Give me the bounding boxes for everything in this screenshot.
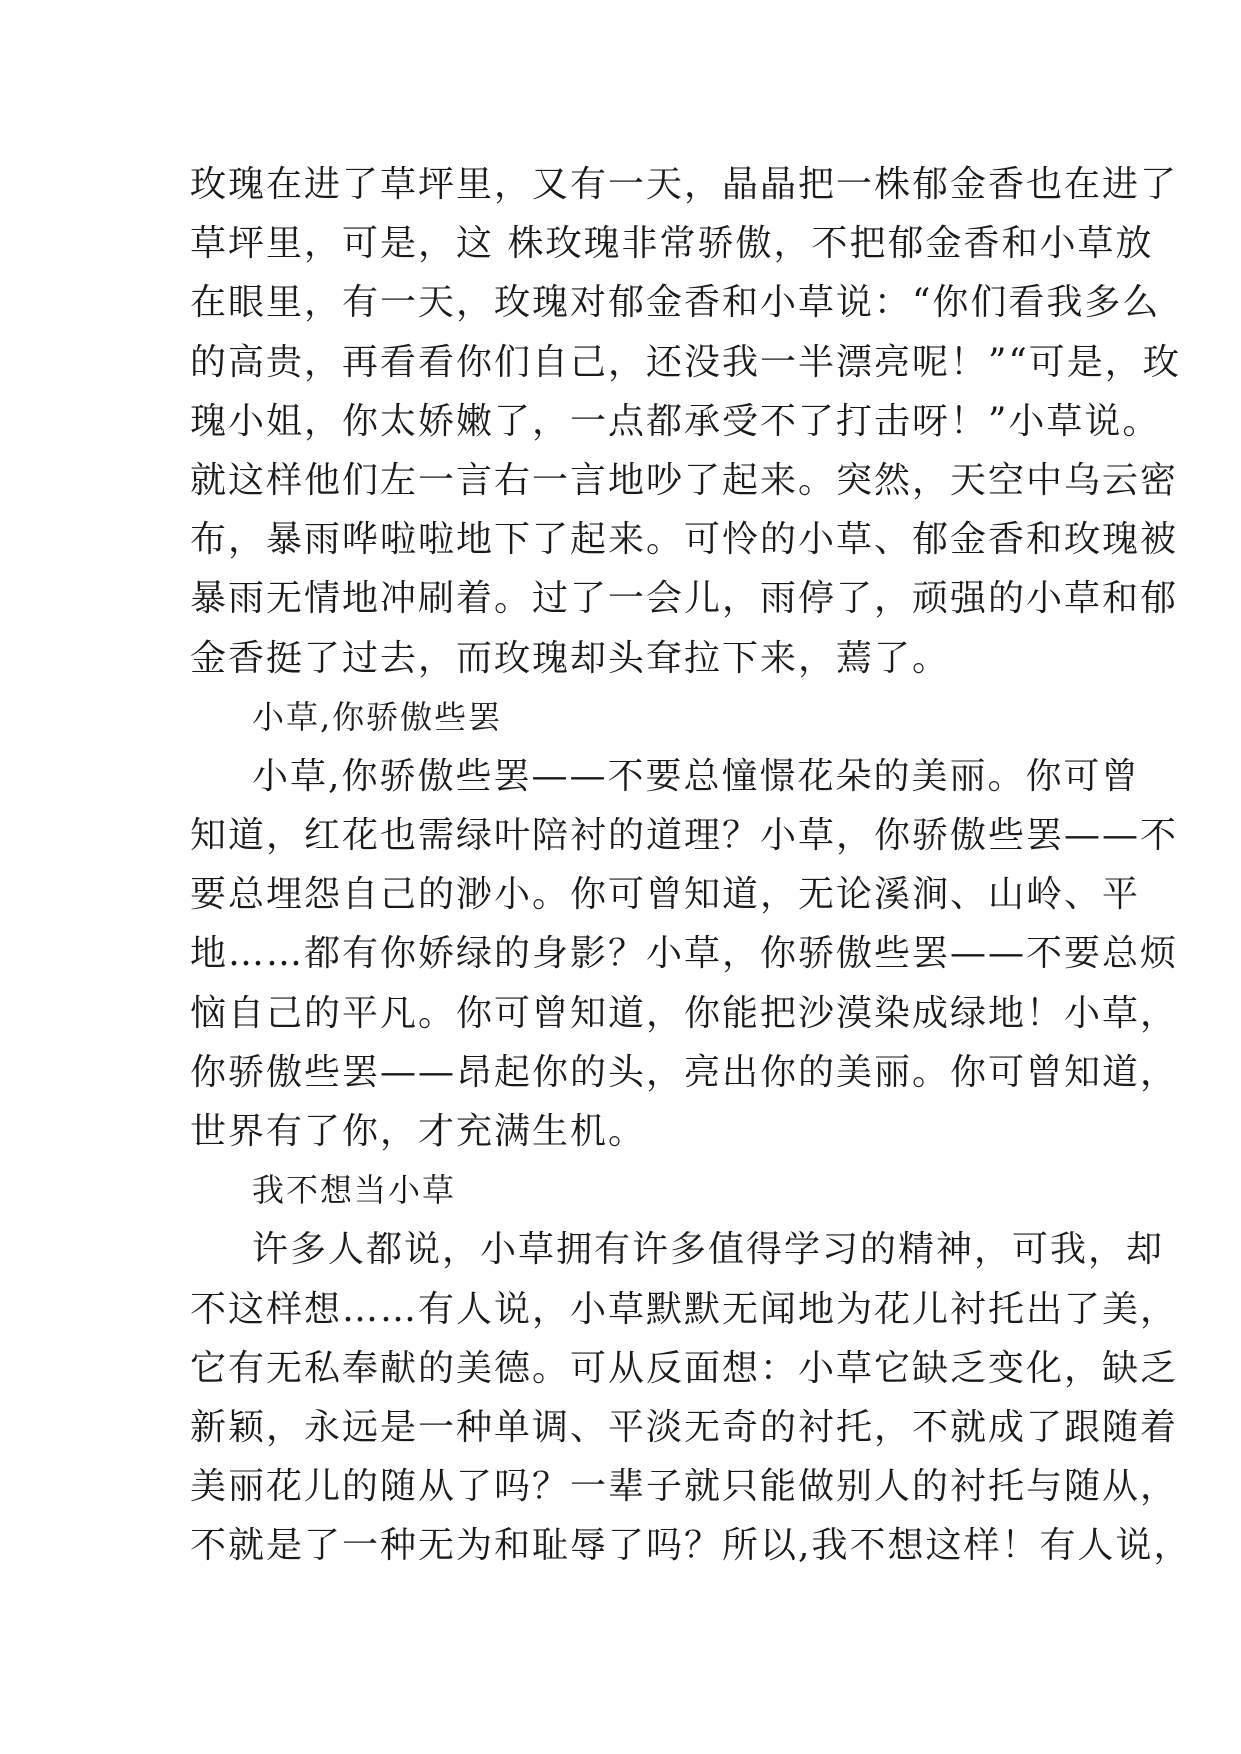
- text-line: 就这样他们左一言右一言地吵了起来。突然，天空中乌云密: [190, 459, 1179, 501]
- text-line: 布，暴雨哗啦啦地下了起来。可怜的小草、郁金香和玫瑰被: [190, 519, 1179, 561]
- text-line: 你骄傲些罢——昂起你的头，亮出你的美丽。你可曾知道，: [190, 1051, 1179, 1093]
- text-line: 暴雨无情地冲刷着。过了一会儿，雨停了，顽强的小草和郁: [190, 578, 1179, 620]
- section-heading: 小草,你骄傲些罢: [252, 697, 503, 736]
- text-line: 在眼里，有一天，玫瑰对郁金香和小草说：“你们看我多么: [190, 282, 1161, 324]
- text-line: 不就是了一种无为和耻辱了吗？所以,我不想这样！有人说，: [190, 1525, 1192, 1567]
- text-line: 金香挺了过去，而玫瑰却头耷拉下来，蔫了。: [190, 637, 951, 679]
- text-line: 它有无私奉献的美德。可从反面想：小草它缺乏变化，缺乏: [190, 1347, 1179, 1389]
- text-line: 的高贵，再看看你们自己，还没我一半漂亮呢！”“可是，玫: [190, 341, 1181, 383]
- section-heading: 我不想当小草: [252, 1171, 457, 1210]
- text-line: 许多人都说，小草拥有许多值得学习的精神，可我，却: [252, 1229, 1165, 1271]
- text-line: 恼自己的平凡。你可曾知道，你能把沙漠染成绿地！小草，: [190, 992, 1179, 1034]
- text-line: 草坪里，可是，这 株玫瑰非常骄傲，不把郁金香和小草放: [190, 223, 1154, 265]
- text-line: 知道，红花也需绿叶陪衬的道理？小草，你骄傲些罢——不: [190, 815, 1179, 857]
- document-body: [190, 155, 1192, 1576]
- text-line: 小草,你骄傲些罢——不要总憧憬花朵的美丽。你可曾: [252, 755, 1140, 797]
- text-line: 不这样想……有人说，小草默默无闻地为花儿衬托出了美，: [190, 1288, 1179, 1330]
- text-line: 美丽花儿的随从了吗？一辈子就只能做别人的衬托与随从，: [190, 1466, 1179, 1508]
- text-line: 地……都有你娇绿的身影？小草，你骄傲些罢——不要总烦: [190, 933, 1179, 975]
- text-line: 要总埋怨自己的渺小。你可曾知道，无论溪涧、山岭、平: [190, 874, 1141, 916]
- text-line: 世界有了你，才充满生机。: [190, 1111, 647, 1152]
- text-line: 新颖，永远是一种单调、平淡无奇的衬托，不就成了跟随着: [190, 1406, 1179, 1448]
- text-line: 瑰小姐，你太娇嫩了，一点都承受不了打击呀！”小草说。: [190, 400, 1161, 442]
- text-line: 玫瑰在进了草坪里，又有一天，晶晶把一株郁金香也在进了: [190, 164, 1179, 205]
